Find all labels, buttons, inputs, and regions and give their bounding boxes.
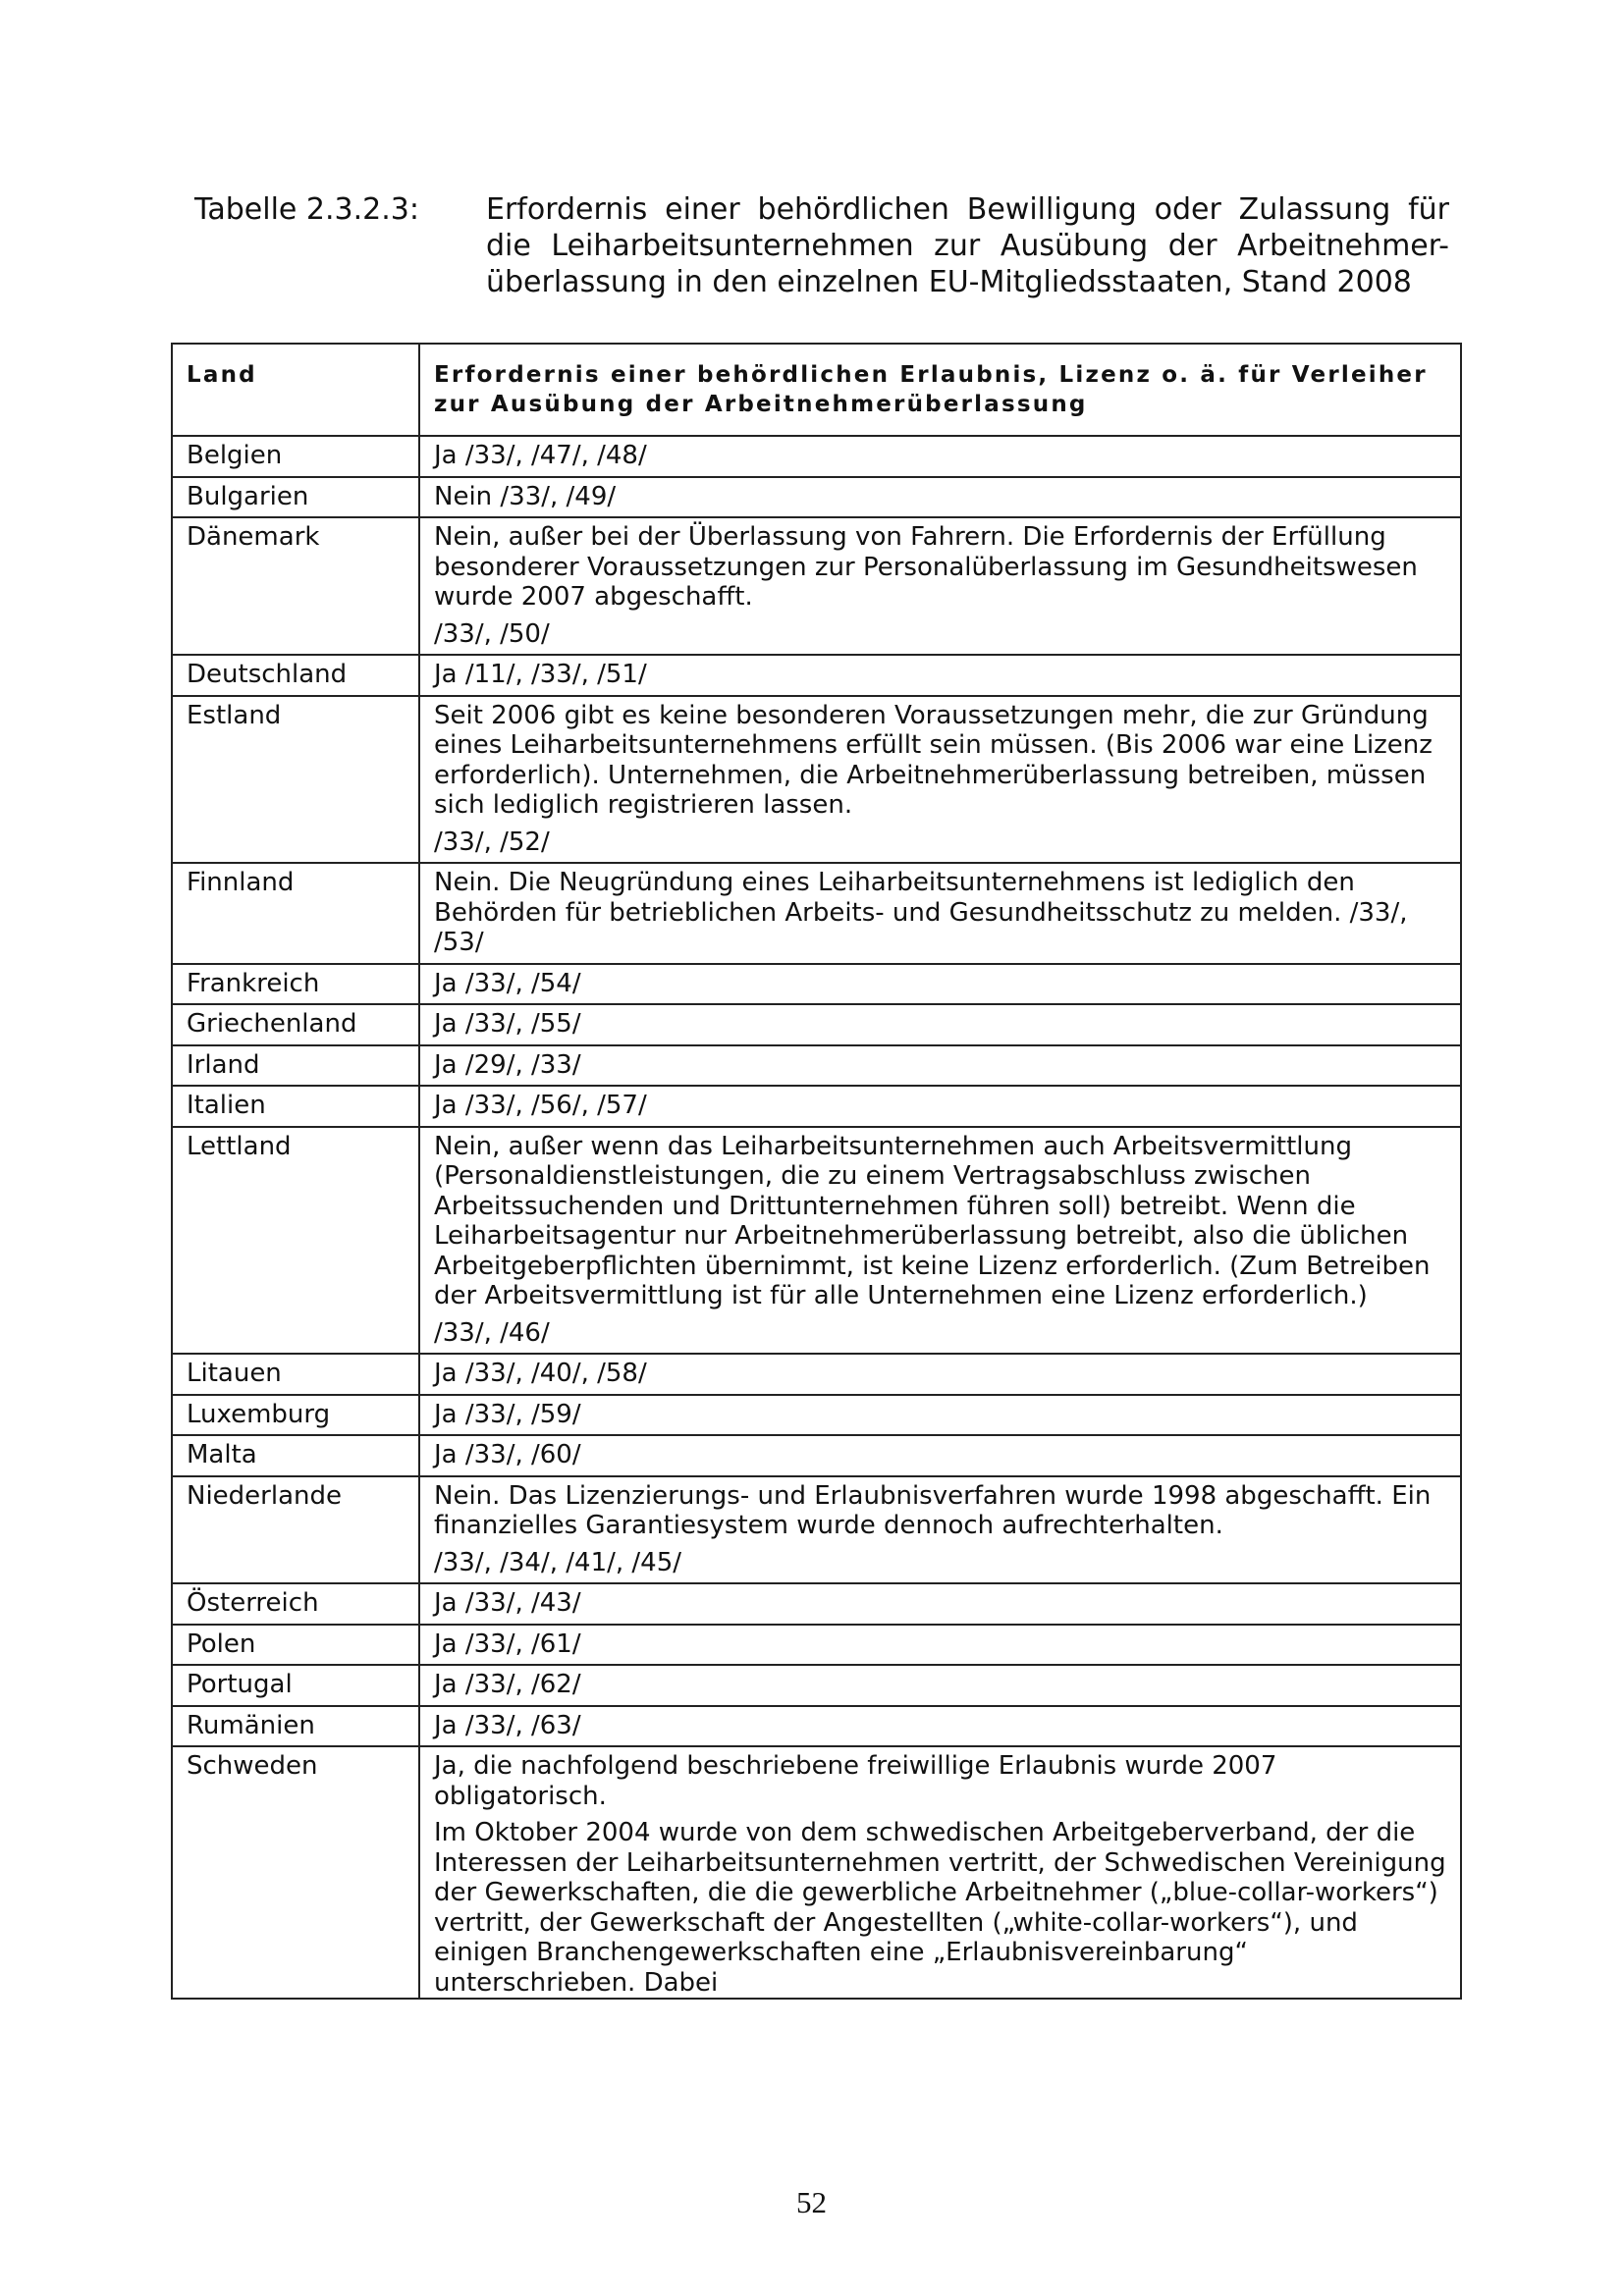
country-cell: Malta (172, 1435, 419, 1476)
country-cell: Belgien (172, 436, 419, 477)
requirement-paragraph: /33/, /46/ (434, 1317, 550, 1348)
requirement-cell (419, 1354, 1461, 1395)
table-row (172, 1706, 1461, 1747)
requirement-paragraph: Ja /33/, /47/, /48/ (434, 441, 647, 470)
requirement-cell (419, 863, 1461, 964)
license-requirement-table (171, 343, 1462, 2000)
requirement-cell (419, 1706, 1461, 1747)
requirement-paragraph: Ja /33/, /60/ (434, 1440, 581, 1469)
country-cell: Österreich (172, 1583, 419, 1625)
requirement-cell (419, 1665, 1461, 1706)
requirement-cell (419, 1435, 1461, 1476)
requirement-paragraph: /33/, /34/, /41/, /45/ (434, 1547, 682, 1577)
requirement-cell (419, 1746, 1461, 1999)
table-row (172, 1665, 1461, 1706)
requirement-paragraph: Ja /11/, /33/, /51/ (434, 660, 647, 689)
country-cell: Dänemark (172, 517, 419, 655)
requirement-cell (419, 696, 1461, 864)
requirement-paragraph: Ja /33/, /54/ (434, 968, 581, 998)
country-cell: Lettland (172, 1127, 419, 1355)
requirement-cell (419, 1395, 1461, 1436)
column-header-requirement: Erfordernis einer behördlichen Erlaubnis, Lizenz o. ä. für Verleiher zur Ausübung der Arbeitnehmerüberlassung (419, 344, 1461, 436)
country-cell: Rumänien (172, 1706, 419, 1747)
table-row (172, 1045, 1461, 1087)
table-row (172, 1625, 1461, 1666)
requirement-cell (419, 964, 1461, 1005)
country-cell: Schweden (172, 1746, 419, 1999)
requirement-cell (419, 1004, 1461, 1045)
country-cell: Luxemburg (172, 1395, 419, 1436)
requirement-paragraph: Nein. Die Neugründung eines Leiharbeitsunternehmens ist lediglich den Behörden für betrieblichen Arbeits- und Gesundheitsschutz zu melden. /33/, /53/ (434, 868, 1408, 957)
requirement-cell (419, 655, 1461, 696)
requirement-paragraph: Ja /33/, /43/ (434, 1588, 581, 1618)
table-row (172, 1746, 1461, 1999)
caption-label: Tabelle 2.3.2.3: (194, 192, 419, 227)
requirement-paragraph: Ja /29/, /33/ (434, 1049, 581, 1080)
country-cell: Finnland (172, 863, 419, 964)
requirement-cell (419, 517, 1461, 655)
table-row (172, 1004, 1461, 1045)
table-row (172, 1086, 1461, 1127)
caption-title: Erfordernis einer behördlichen Bewilligung oder Zulassung für die Leiharbeitsunternehmen zur Ausübung der Arbeitnehmer-überlassung in den einzelnen EU-Mitgliedsstaaten, Stand 2008 (486, 192, 1449, 299)
requirement-paragraph: Ja, die nachfolgend beschriebene freiwillige Erlaubnis wurde 2007 obligatorisch. (434, 1751, 1277, 1811)
table-row (172, 477, 1461, 518)
table-row (172, 696, 1461, 864)
requirement-paragraph: /33/, /52/ (434, 827, 550, 857)
requirement-cell (419, 1583, 1461, 1625)
table-row (172, 655, 1461, 696)
requirement-paragraph: Ja /33/, /59/ (434, 1399, 581, 1429)
table-row (172, 517, 1461, 655)
requirement-cell (419, 1625, 1461, 1666)
requirement-paragraph: Ja /33/, /63/ (434, 1710, 581, 1740)
requirement-cell (419, 1476, 1461, 1584)
requirement-paragraph: Nein. Das Lizenzierungs- und Erlaubnisverfahren wurde 1998 abgeschafft. Ein finanzielles Garantiesystem wurde dennoch aufrechterhalten. (434, 1480, 1432, 1540)
requirement-paragraph: Ja /33/, /55/ (434, 1009, 581, 1039)
table-row (172, 964, 1461, 1005)
requirement-paragraph: Nein, außer bei der Überlassung von Fahrern. Die Erfordernis der Erfüllung besonderer Voraussetzungen zur Personalüberlassung im Gesundheitswesen wurde 2007 abgeschafft. (434, 522, 1418, 612)
requirement-paragraph: Nein, außer wenn das Leiharbeitsunternehmen auch Arbeitsvermittlung (Personaldienstleistungen, die zu einem Vertragsabschluss zwischen Arbeitssuchenden und Drittunternehmen führen soll) betreibt. Wenn die Leiharbeitsagentur nur Arbeitnehmerüberlassung betreibt, also die üblichen Arbeitgeberpflichten übernimmt, ist keine Lizenz erforderlich. (Zum Betreiben der Arbeitsvermittlung ist für alle Unternehmen eine Lizenz erforderlich.) (434, 1131, 1431, 1310)
page-number: 52 (796, 2185, 827, 2219)
requirement-paragraph: Nein /33/, /49/ (434, 481, 617, 511)
country-cell: Bulgarien (172, 477, 419, 518)
table-row (172, 1435, 1461, 1476)
country-cell: Estland (172, 696, 419, 864)
table-header-row (172, 344, 1461, 436)
requirement-paragraph: Ja /33/, /62/ (434, 1670, 581, 1699)
requirement-cell (419, 436, 1461, 477)
requirement-cell (419, 1045, 1461, 1087)
country-cell: Irland (172, 1045, 419, 1087)
country-cell: Litauen (172, 1354, 419, 1395)
requirement-cell (419, 477, 1461, 518)
country-cell: Portugal (172, 1665, 419, 1706)
country-cell: Griechenland (172, 1004, 419, 1045)
column-header-land: Land (172, 344, 419, 436)
table-body (172, 436, 1461, 1999)
country-cell: Italien (172, 1086, 419, 1127)
requirement-paragraph: Ja /33/, /56/, /57/ (434, 1091, 647, 1120)
table-row (172, 1354, 1461, 1395)
country-cell: Niederlande (172, 1476, 419, 1584)
requirement-cell (419, 1127, 1461, 1355)
requirement-paragraph: Seit 2006 gibt es keine besonderen Voraussetzungen mehr, die zur Gründung eines Leiharbeitsunternehmens erfüllt sein müssen. (Bis 2006 war eine Lizenz erforderlich). Unternehmen, die Arbeitnehmerüberlassung betreiben, müssen sich lediglich registrieren lassen. (434, 700, 1433, 820)
table-caption (194, 191, 1449, 300)
country-cell: Frankreich (172, 964, 419, 1005)
requirement-paragraph: /33/, /50/ (434, 618, 550, 649)
table-row (172, 1476, 1461, 1584)
table-row (172, 1583, 1461, 1625)
country-cell: Deutschland (172, 655, 419, 696)
table-row (172, 1127, 1461, 1355)
country-cell: Polen (172, 1625, 419, 1666)
table-row (172, 1395, 1461, 1436)
requirement-paragraph: Ja /33/, /40/, /58/ (434, 1359, 647, 1388)
requirement-paragraph: Im Oktober 2004 wurde von dem schwedischen Arbeitgeberverband, der die Interessen der Leiharbeitsunternehmen vertritt, der Schwedischen Vereinigung der Gewerkschaften, die die gewerbliche Arbeitnehmer („blue-collar-workers“) vertritt, der Gewerkschaft der Angestellten („white-collar-workers“), und einigen Branchengewerkschaften eine „Erlaubnisvereinbarung“ unterschrieben. Dabei (434, 1818, 1446, 1998)
requirement-paragraph: Ja /33/, /61/ (434, 1629, 581, 1659)
table-row (172, 436, 1461, 477)
requirement-cell (419, 1086, 1461, 1127)
table-row (172, 863, 1461, 964)
